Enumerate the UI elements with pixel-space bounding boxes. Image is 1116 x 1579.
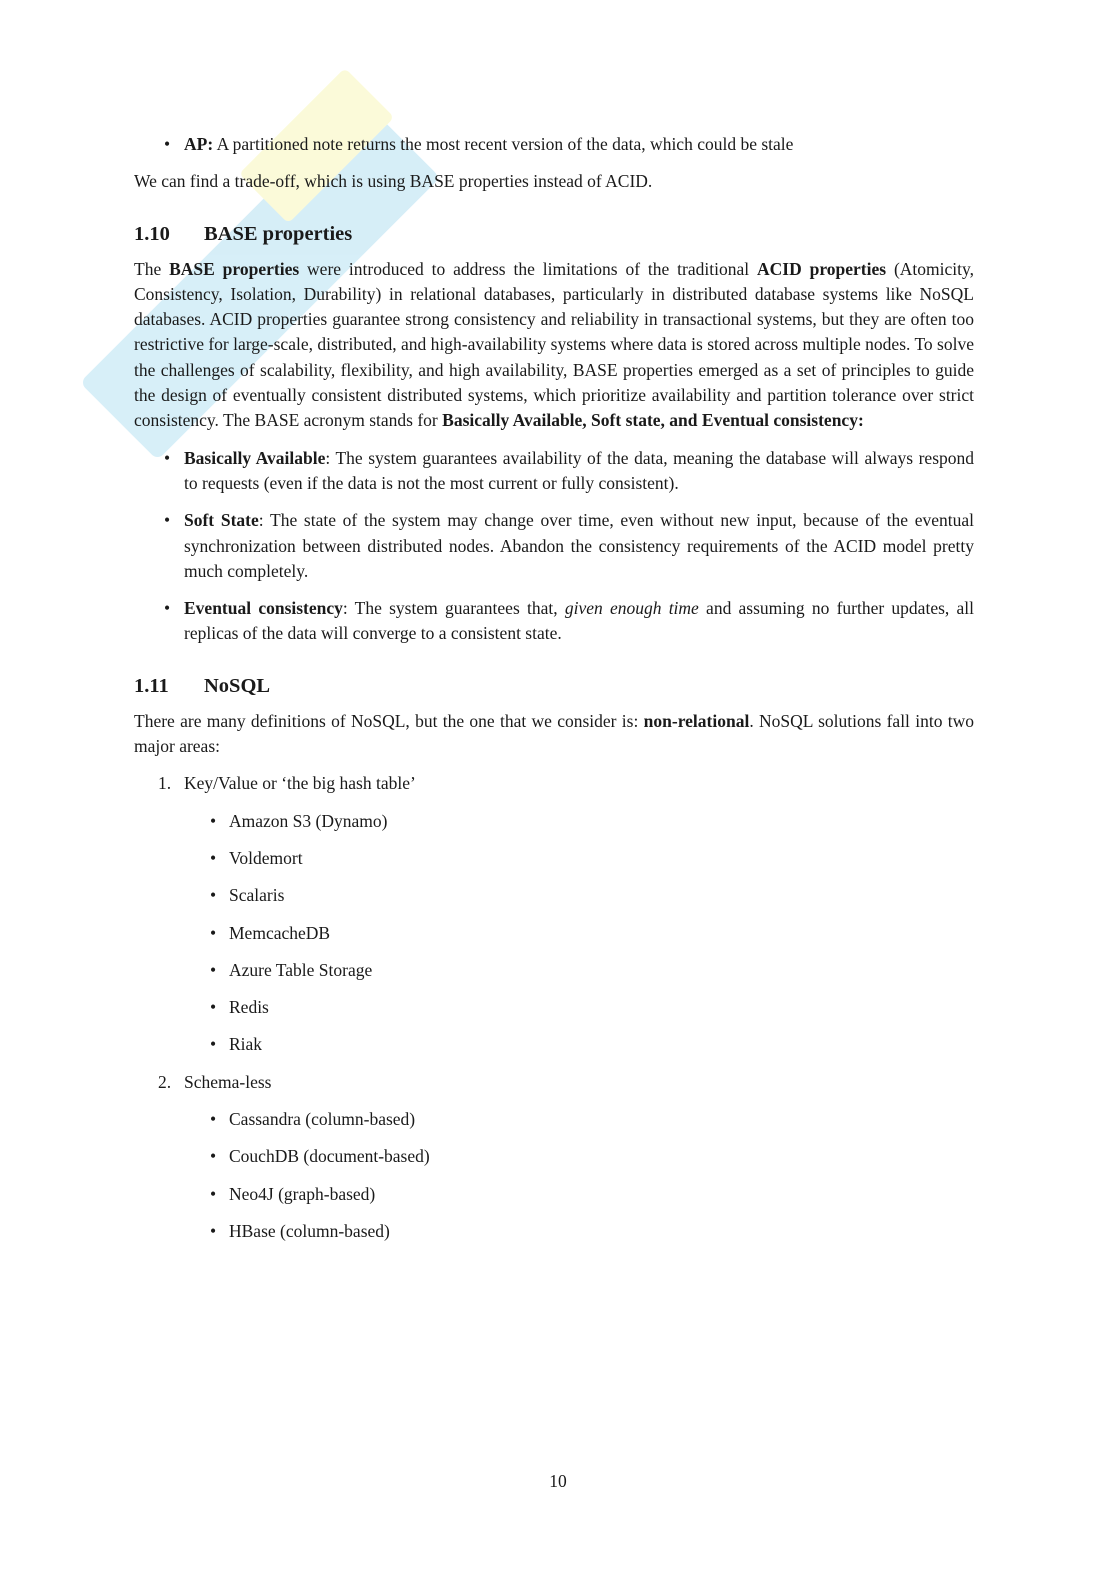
nosql-product: • Voldemort xyxy=(210,847,303,868)
text-run: The xyxy=(134,258,170,279)
nosql-product: • Amazon S3 (Dynamo) xyxy=(210,810,388,831)
section-number: 1.10 xyxy=(134,222,170,245)
section-number: 1.11 xyxy=(134,674,169,697)
product-name: Neo4J (graph-based) xyxy=(229,1183,376,1204)
base-list-item xyxy=(134,596,974,647)
product-name: Voldemort xyxy=(229,847,303,868)
ap-list-item xyxy=(134,132,974,157)
base-paragraph xyxy=(134,257,974,434)
product-name: CouchDB (document-based) xyxy=(229,1146,430,1167)
ap-label: AP: xyxy=(184,134,214,154)
product-name: Scalaris xyxy=(229,885,285,906)
section-title: NoSQL xyxy=(204,674,271,697)
nosql-product: • Neo4J (graph-based) xyxy=(210,1183,376,1204)
text-run: There are many definitions of NoSQL, but the one that we consider is: xyxy=(134,710,644,731)
nosql-product: • Cassandra (column-based) xyxy=(210,1109,416,1130)
product-name: Amazon S3 (Dynamo) xyxy=(229,810,388,831)
product-name: Riak xyxy=(229,1034,263,1055)
bullet: • xyxy=(164,134,171,154)
bold-term: BASE properties xyxy=(169,258,300,279)
text-run: . NoSQL solutions fall into two major areas: xyxy=(134,710,974,757)
bullet: • xyxy=(164,447,171,468)
section-title: BASE properties xyxy=(204,222,353,245)
area-label: Key/Value or ‘the big hash table’ xyxy=(184,773,416,794)
nosql-product: • Scalaris xyxy=(210,885,285,906)
nosql-product: • Riak xyxy=(210,1034,263,1055)
nosql-area xyxy=(134,1070,974,1095)
base-list-item xyxy=(134,446,974,497)
item-text: : The state of the system may change over time, even without new input, because of the eventual synchronization between distributed nodes. Abandon the consistency requirements of the ACID model pretty much completely. xyxy=(184,510,974,581)
item-text: : The system guarantees availability of the data, meaning the database will always respond to requests (even if the data is not the most current or fully consistent). xyxy=(184,447,975,493)
tradeoff-paragraph: We can find a trade-off, which is using BASE properties instead of ACID. xyxy=(134,171,653,192)
nosql-product: • HBase (column-based) xyxy=(210,1220,390,1241)
item-label: Soft State xyxy=(184,510,259,531)
product-name: Redis xyxy=(229,997,269,1018)
list-marker: 2. xyxy=(158,1071,172,1092)
product-name: Cassandra (column-based) xyxy=(229,1109,416,1130)
bullet: • xyxy=(164,510,171,531)
nosql-paragraph xyxy=(134,709,974,760)
bold-term: Basically Available, Soft state, and Eventual consistency: xyxy=(442,410,864,431)
nosql-product: • Azure Table Storage xyxy=(210,959,373,980)
nosql-product: • Redis xyxy=(210,997,269,1018)
section-heading-nosql xyxy=(134,671,974,701)
bold-term: non-relational xyxy=(643,710,750,731)
product-name: Azure Table Storage xyxy=(229,959,373,980)
item-text: : The system guarantees that, xyxy=(342,598,565,619)
list-marker: 1. xyxy=(158,773,172,794)
area-label: Schema-less xyxy=(184,1071,272,1092)
product-name: HBase (column-based) xyxy=(229,1220,390,1241)
italic-phrase: given enough time xyxy=(564,598,699,619)
item-label: Basically Available xyxy=(184,447,326,468)
text-run: (Atomicity, Consistency, Isolation, Durability) in relational databases, particularly in distributed database systems like NoSQL databases. ACID properties guarantee strong consistency and reliability in transactional systems, but they are often too restrictive for large-scale, distributed, and high-availability systems where data is stored across multiple nodes. To solve the challenges of scalability, flexibility, and high availability, BASE properties emerged as a set of principles to guide the design of eventually consistent distributed systems, which prioritize availability and partition tolerance over strict consistency. The BASE acronym stands for xyxy=(134,258,974,431)
ap-text: A partitioned note returns the most recent version of the data, which could be stale xyxy=(213,134,794,154)
section-heading-base xyxy=(134,219,974,249)
text-run: were introduced to address the limitations of the traditional xyxy=(299,258,757,279)
nosql-product: • MemcacheDB xyxy=(210,922,331,943)
item-text: and assuming no further updates, all replicas of the data will converge to a consistent state. xyxy=(184,598,974,644)
document-page xyxy=(134,132,974,1244)
page-number: 10 xyxy=(549,1471,567,1491)
item-label: Eventual consistency xyxy=(184,598,343,619)
base-list-item xyxy=(134,508,974,584)
nosql-area xyxy=(134,771,974,796)
nosql-product: • CouchDB (document-based) xyxy=(210,1146,430,1167)
bold-term: ACID properties xyxy=(756,258,887,279)
product-name: MemcacheDB xyxy=(229,922,331,943)
bullet: • xyxy=(164,598,171,619)
